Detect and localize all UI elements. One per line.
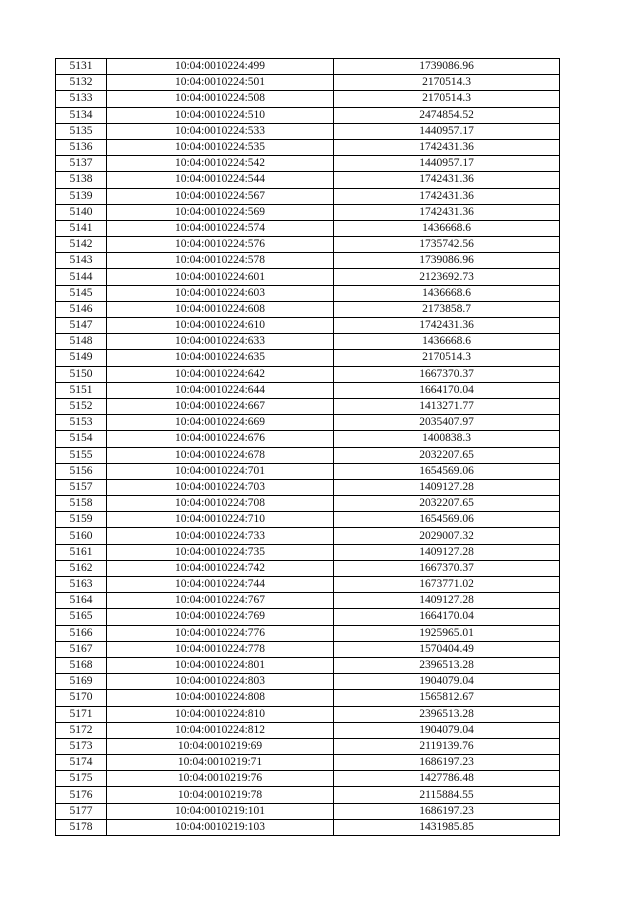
cadastral-number-cell: 10:04:0010219:103 <box>107 819 334 835</box>
table-row <box>56 577 560 593</box>
row-number-cell: 5146 <box>56 301 107 317</box>
cadastral-number-cell: 10:04:0010219:76 <box>107 771 334 787</box>
value-cell: 1413271.77 <box>334 398 560 414</box>
data-table <box>55 58 560 836</box>
table-row <box>56 447 560 463</box>
row-number-cell: 5160 <box>56 528 107 544</box>
value-cell: 2170514.3 <box>334 350 560 366</box>
value-cell: 1440957.17 <box>334 156 560 172</box>
row-number-cell: 5139 <box>56 188 107 204</box>
row-number-cell: 5151 <box>56 382 107 398</box>
table-row <box>56 479 560 495</box>
table-row <box>56 285 560 301</box>
table-row <box>56 674 560 690</box>
row-number-cell: 5171 <box>56 706 107 722</box>
cadastral-number-cell: 10:04:0010224:710 <box>107 512 334 528</box>
cadastral-number-cell: 10:04:0010224:533 <box>107 123 334 139</box>
row-number-cell: 5152 <box>56 398 107 414</box>
table-row <box>56 431 560 447</box>
value-cell: 1654569.06 <box>334 512 560 528</box>
cadastral-number-cell: 10:04:0010224:578 <box>107 253 334 269</box>
row-number-cell: 5174 <box>56 755 107 771</box>
row-number-cell: 5135 <box>56 123 107 139</box>
cadastral-number-cell: 10:04:0010224:810 <box>107 706 334 722</box>
value-cell: 1427786.48 <box>334 771 560 787</box>
row-number-cell: 5154 <box>56 431 107 447</box>
table-row <box>56 803 560 819</box>
cadastral-number-cell: 10:04:0010224:567 <box>107 188 334 204</box>
cadastral-number-cell: 10:04:0010224:569 <box>107 204 334 220</box>
table-row <box>56 787 560 803</box>
value-cell: 1925965.01 <box>334 625 560 641</box>
value-cell: 1667370.37 <box>334 560 560 576</box>
value-cell: 1739086.96 <box>334 253 560 269</box>
row-number-cell: 5159 <box>56 512 107 528</box>
row-number-cell: 5141 <box>56 220 107 236</box>
row-number-cell: 5145 <box>56 285 107 301</box>
table-row <box>56 463 560 479</box>
cadastral-number-cell: 10:04:0010219:101 <box>107 803 334 819</box>
row-number-cell: 5153 <box>56 415 107 431</box>
value-cell: 2170514.3 <box>334 75 560 91</box>
row-number-cell: 5177 <box>56 803 107 819</box>
value-cell: 1667370.37 <box>334 366 560 382</box>
row-number-cell: 5162 <box>56 560 107 576</box>
table-row <box>56 382 560 398</box>
row-number-cell: 5132 <box>56 75 107 91</box>
cadastral-number-cell: 10:04:0010224:767 <box>107 593 334 609</box>
value-cell: 1735742.56 <box>334 237 560 253</box>
value-cell: 2032207.65 <box>334 447 560 463</box>
cadastral-number-cell: 10:04:0010224:808 <box>107 690 334 706</box>
row-number-cell: 5170 <box>56 690 107 706</box>
table-row <box>56 755 560 771</box>
cadastral-number-cell: 10:04:0010224:542 <box>107 156 334 172</box>
cadastral-number-cell: 10:04:0010224:508 <box>107 91 334 107</box>
value-cell: 1742431.36 <box>334 188 560 204</box>
table-row <box>56 172 560 188</box>
value-cell: 1742431.36 <box>334 318 560 334</box>
cadastral-number-cell: 10:04:0010224:603 <box>107 285 334 301</box>
table-row <box>56 657 560 673</box>
cadastral-number-cell: 10:04:0010224:778 <box>107 641 334 657</box>
cadastral-number-cell: 10:04:0010224:676 <box>107 431 334 447</box>
cadastral-number-cell: 10:04:0010224:608 <box>107 301 334 317</box>
value-cell: 1654569.06 <box>334 463 560 479</box>
table-row <box>56 139 560 155</box>
table-body <box>56 59 560 836</box>
cadastral-number-cell: 10:04:0010224:610 <box>107 318 334 334</box>
value-cell: 2396513.28 <box>334 706 560 722</box>
cadastral-number-cell: 10:04:0010224:803 <box>107 674 334 690</box>
cadastral-number-cell: 10:04:0010224:601 <box>107 269 334 285</box>
table-row <box>56 544 560 560</box>
row-number-cell: 5136 <box>56 139 107 155</box>
value-cell: 1409127.28 <box>334 593 560 609</box>
value-cell: 1409127.28 <box>334 479 560 495</box>
row-number-cell: 5168 <box>56 657 107 673</box>
value-cell: 1742431.36 <box>334 139 560 155</box>
value-cell: 1565812.67 <box>334 690 560 706</box>
table-row <box>56 237 560 253</box>
value-cell: 1431985.85 <box>334 819 560 835</box>
cadastral-number-cell: 10:04:0010224:544 <box>107 172 334 188</box>
row-number-cell: 5178 <box>56 819 107 835</box>
row-number-cell: 5167 <box>56 641 107 657</box>
row-number-cell: 5137 <box>56 156 107 172</box>
row-number-cell: 5165 <box>56 609 107 625</box>
cadastral-number-cell: 10:04:0010224:733 <box>107 528 334 544</box>
table-row <box>56 415 560 431</box>
table-row <box>56 350 560 366</box>
row-number-cell: 5156 <box>56 463 107 479</box>
cadastral-number-cell: 10:04:0010219:69 <box>107 738 334 754</box>
table-row <box>56 204 560 220</box>
value-cell: 1904079.04 <box>334 674 560 690</box>
row-number-cell: 5143 <box>56 253 107 269</box>
value-cell: 2170514.3 <box>334 91 560 107</box>
value-cell: 1570404.49 <box>334 641 560 657</box>
value-cell: 2029007.32 <box>334 528 560 544</box>
row-number-cell: 5140 <box>56 204 107 220</box>
table-row <box>56 188 560 204</box>
value-cell: 1436668.6 <box>334 334 560 350</box>
table-row <box>56 123 560 139</box>
row-number-cell: 5175 <box>56 771 107 787</box>
table-row <box>56 771 560 787</box>
value-cell: 2035407.97 <box>334 415 560 431</box>
cadastral-number-cell: 10:04:0010224:701 <box>107 463 334 479</box>
table-row <box>56 366 560 382</box>
row-number-cell: 5148 <box>56 334 107 350</box>
row-number-cell: 5163 <box>56 577 107 593</box>
row-number-cell: 5131 <box>56 59 107 75</box>
cadastral-number-cell: 10:04:0010224:576 <box>107 237 334 253</box>
cadastral-number-cell: 10:04:0010224:769 <box>107 609 334 625</box>
row-number-cell: 5173 <box>56 738 107 754</box>
row-number-cell: 5155 <box>56 447 107 463</box>
value-cell: 2115884.55 <box>334 787 560 803</box>
cadastral-number-cell: 10:04:0010219:71 <box>107 755 334 771</box>
table-row <box>56 738 560 754</box>
table-row <box>56 220 560 236</box>
cadastral-number-cell: 10:04:0010224:708 <box>107 496 334 512</box>
table-row <box>56 593 560 609</box>
value-cell: 1686197.23 <box>334 755 560 771</box>
cadastral-number-cell: 10:04:0010224:678 <box>107 447 334 463</box>
value-cell: 2173858.7 <box>334 301 560 317</box>
value-cell: 1436668.6 <box>334 285 560 301</box>
cadastral-number-cell: 10:04:0010224:535 <box>107 139 334 155</box>
table-row <box>56 253 560 269</box>
row-number-cell: 5176 <box>56 787 107 803</box>
cadastral-number-cell: 10:04:0010224:510 <box>107 107 334 123</box>
table-row <box>56 609 560 625</box>
table-row <box>56 625 560 641</box>
value-cell: 1664170.04 <box>334 609 560 625</box>
cadastral-number-cell: 10:04:0010224:501 <box>107 75 334 91</box>
table-row <box>56 496 560 512</box>
table-row <box>56 722 560 738</box>
row-number-cell: 5133 <box>56 91 107 107</box>
value-cell: 1409127.28 <box>334 544 560 560</box>
value-cell: 1904079.04 <box>334 722 560 738</box>
value-cell: 1686197.23 <box>334 803 560 819</box>
cadastral-number-cell: 10:04:0010224:499 <box>107 59 334 75</box>
cadastral-number-cell: 10:04:0010224:703 <box>107 479 334 495</box>
table-row <box>56 59 560 75</box>
cadastral-number-cell: 10:04:0010224:744 <box>107 577 334 593</box>
table-row <box>56 91 560 107</box>
cadastral-number-cell: 10:04:0010224:574 <box>107 220 334 236</box>
value-cell: 1664170.04 <box>334 382 560 398</box>
row-number-cell: 5149 <box>56 350 107 366</box>
cadastral-number-cell: 10:04:0010224:742 <box>107 560 334 576</box>
row-number-cell: 5142 <box>56 237 107 253</box>
table-row <box>56 398 560 414</box>
value-cell: 1440957.17 <box>334 123 560 139</box>
row-number-cell: 5161 <box>56 544 107 560</box>
value-cell: 1742431.36 <box>334 204 560 220</box>
table-row <box>56 334 560 350</box>
row-number-cell: 5134 <box>56 107 107 123</box>
cadastral-number-cell: 10:04:0010224:633 <box>107 334 334 350</box>
table-row <box>56 107 560 123</box>
row-number-cell: 5169 <box>56 674 107 690</box>
table-row <box>56 301 560 317</box>
table-row <box>56 75 560 91</box>
value-cell: 2474854.52 <box>334 107 560 123</box>
table-row <box>56 512 560 528</box>
row-number-cell: 5164 <box>56 593 107 609</box>
value-cell: 1400838.3 <box>334 431 560 447</box>
table-row <box>56 528 560 544</box>
value-cell: 1673771.02 <box>334 577 560 593</box>
row-number-cell: 5166 <box>56 625 107 641</box>
table-row <box>56 560 560 576</box>
table-row <box>56 641 560 657</box>
cadastral-number-cell: 10:04:0010224:635 <box>107 350 334 366</box>
value-cell: 1739086.96 <box>334 59 560 75</box>
cadastral-number-cell: 10:04:0010224:776 <box>107 625 334 641</box>
value-cell: 2123692.73 <box>334 269 560 285</box>
table-row <box>56 819 560 835</box>
table-row <box>56 690 560 706</box>
row-number-cell: 5147 <box>56 318 107 334</box>
cadastral-number-cell: 10:04:0010224:642 <box>107 366 334 382</box>
table-row <box>56 269 560 285</box>
value-cell: 2119139.76 <box>334 738 560 754</box>
row-number-cell: 5138 <box>56 172 107 188</box>
value-cell: 1436668.6 <box>334 220 560 236</box>
value-cell: 2032207.65 <box>334 496 560 512</box>
cadastral-number-cell: 10:04:0010219:78 <box>107 787 334 803</box>
row-number-cell: 5157 <box>56 479 107 495</box>
row-number-cell: 5172 <box>56 722 107 738</box>
value-cell: 2396513.28 <box>334 657 560 673</box>
cadastral-number-cell: 10:04:0010224:735 <box>107 544 334 560</box>
cadastral-number-cell: 10:04:0010224:669 <box>107 415 334 431</box>
row-number-cell: 5150 <box>56 366 107 382</box>
table-row <box>56 706 560 722</box>
table-row <box>56 156 560 172</box>
row-number-cell: 5144 <box>56 269 107 285</box>
cadastral-number-cell: 10:04:0010224:667 <box>107 398 334 414</box>
value-cell: 1742431.36 <box>334 172 560 188</box>
table-row <box>56 318 560 334</box>
cadastral-number-cell: 10:04:0010224:812 <box>107 722 334 738</box>
row-number-cell: 5158 <box>56 496 107 512</box>
cadastral-number-cell: 10:04:0010224:801 <box>107 657 334 673</box>
cadastral-number-cell: 10:04:0010224:644 <box>107 382 334 398</box>
